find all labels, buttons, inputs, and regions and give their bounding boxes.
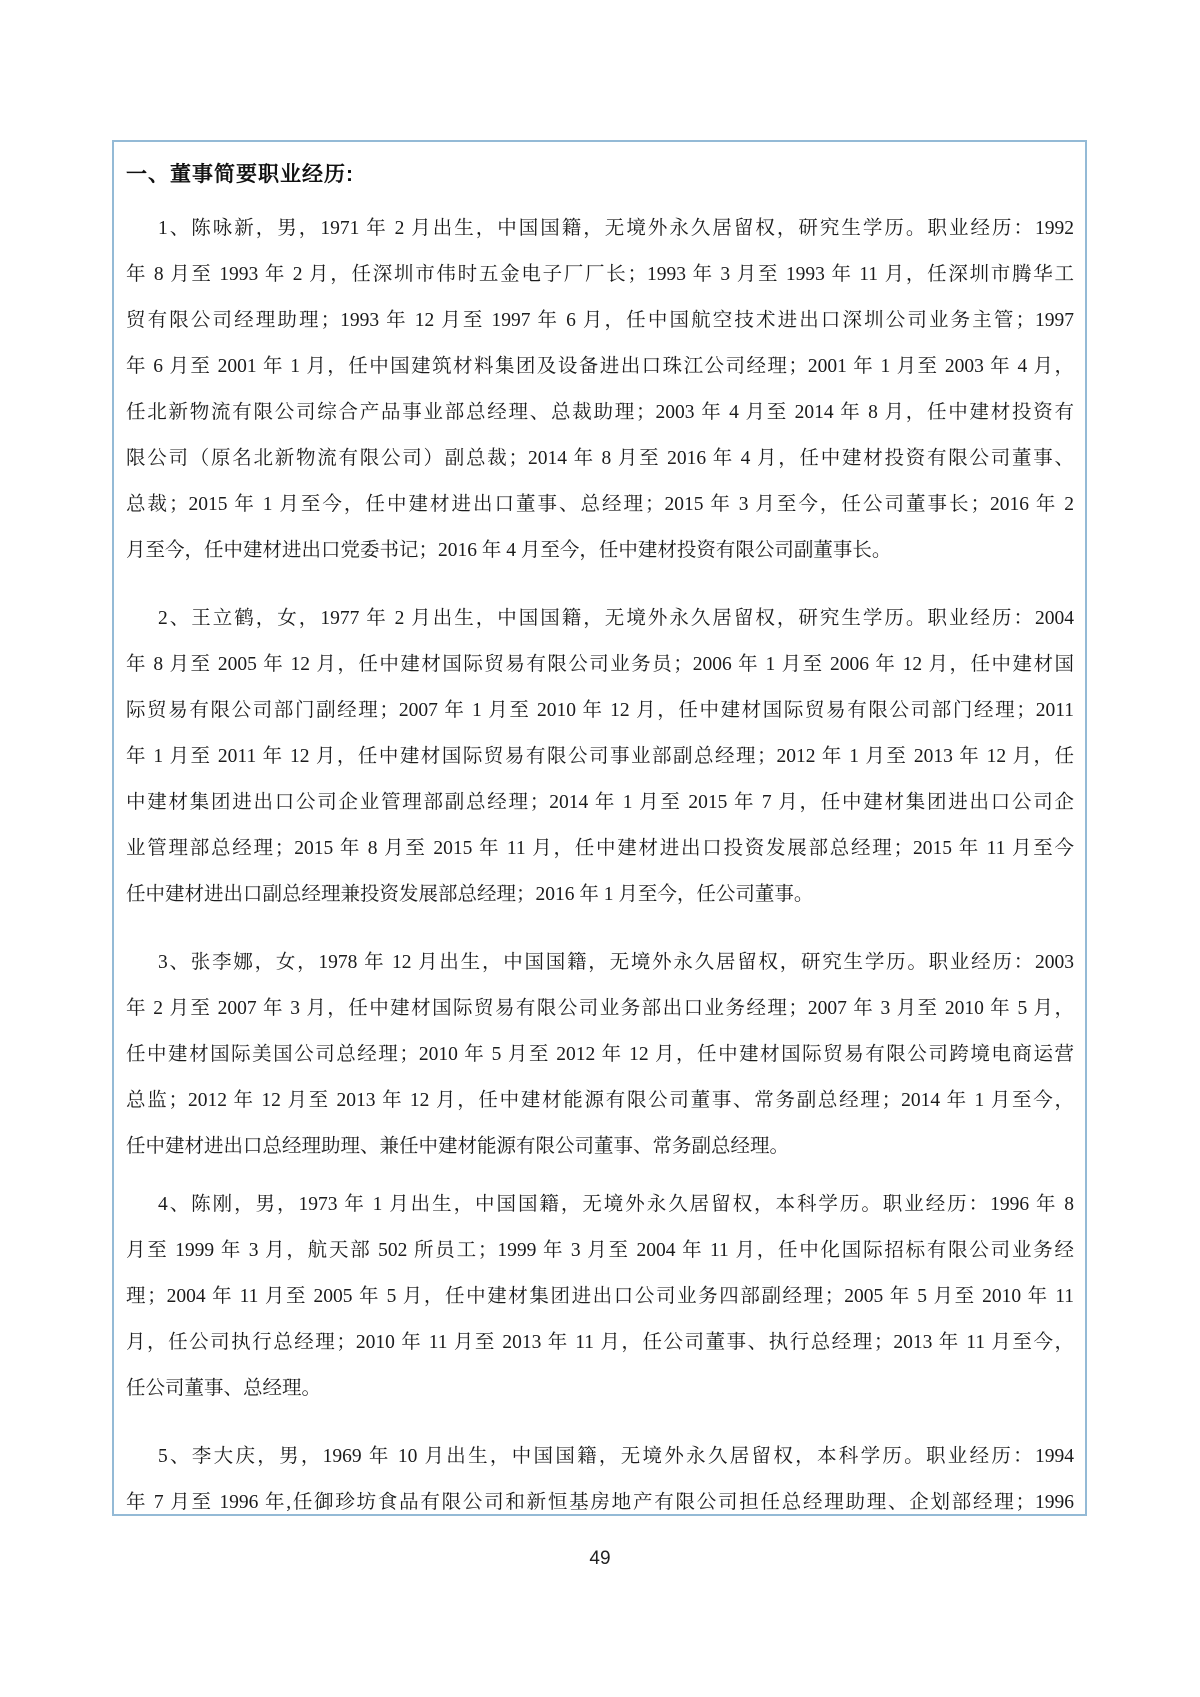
paragraph-director-3: [126, 940, 1074, 1170]
paragraph-line: 月，任公司执行总经理；2010 年 11 月至 2013 年 11 月，任公司董事、执行总经理；2013 年 11 月至今，: [126, 1332, 1074, 1353]
career-section-box: [112, 140, 1087, 1516]
paragraph-line: 任北新物流有限公司综合产品事业部总经理、总裁助理；2003 年 4 月至 2014 年 8 月，任中建材投资有: [126, 402, 1074, 423]
paragraph-line: 任中建材国际美国公司总经理；2010 年 5 月至 2012 年 12 月，任中建材国际贸易有限公司跨境电商运营: [126, 1044, 1074, 1065]
paragraph-line: 限公司（原名北新物流有限公司）副总裁；2014 年 8 月至 2016 年 4 月，任中建材投资有限公司董事、: [126, 448, 1074, 469]
paragraphs-container: [126, 206, 1074, 1526]
paragraph-line: 年 6 月至 2001 年 1 月，任中国建筑材料集团及设备进出口珠江公司经理；2001 年 1 月至 2003 年 4 月，: [126, 356, 1074, 377]
paragraph-line: 2、王立鹤，女，1977 年 2 月出生，中国国籍，无境外永久居留权，研究生学历。职业经历：2004: [158, 608, 1074, 629]
paragraph-director-5: [126, 1434, 1074, 1526]
paragraph-line: 贸有限公司经理助理；1993 年 12 月至 1997 年 6 月，任中国航空技术进出口深圳公司业务主管；1997: [126, 310, 1074, 331]
paragraph-line: 3、张李娜，女，1978 年 12 月出生，中国国籍，无境外永久居留权，研究生学历。职业经历：2003: [158, 952, 1074, 973]
paragraph-line: 年 1 月至 2011 年 12 月，任中建材国际贸易有限公司事业部副总经理；2012 年 1 月至 2013 年 12 月，任: [126, 746, 1074, 767]
paragraph-line: 5、李大庆，男，1969 年 10 月出生，中国国籍，无境外永久居留权，本科学历。职业经历：1994: [158, 1446, 1074, 1467]
paragraph-line: 任中建材进出口副总经理兼投资发展部总经理；2016 年 1 月至今，任公司董事。: [126, 884, 814, 905]
paragraph-director-4: [126, 1182, 1074, 1412]
paragraph-line: 年 7 月至 1996 年,任御珍坊食品有限公司和新恒基房地产有限公司担任总经理助理、企划部经理；1996: [126, 1492, 1074, 1513]
paragraph-line: 年 8 月至 2005 年 12 月，任中建材国际贸易有限公司业务员；2006 年 1 月至 2006 年 12 月，任中建材国: [126, 654, 1074, 675]
page-number: 49: [589, 1548, 611, 1569]
paragraph-line: 月至 1999 年 3 月，航天部 502 所员工；1999 年 3 月至 2004 年 11 月，任中化国际招标有限公司业务经: [126, 1240, 1074, 1261]
paragraph-line: 月至今，任中建材进出口党委书记；2016 年 4 月至今，任中建材投资有限公司副董事长。: [126, 540, 892, 561]
paragraph-line: 业管理部总经理；2015 年 8 月至 2015 年 11 月，任中建材进出口投资发展部总经理；2015 年 11 月至今: [126, 838, 1074, 859]
paragraph-line: 年 2 月至 2007 年 3 月，任中建材国际贸易有限公司业务部出口业务经理；2007 年 3 月至 2010 年 5 月，: [126, 998, 1074, 1019]
paragraph-line: 任公司董事、总经理。: [126, 1378, 322, 1399]
paragraph-line: 4、陈刚，男，1973 年 1 月出生，中国国籍，无境外永久居留权，本科学历。职业经历：1996 年 8: [158, 1194, 1074, 1215]
paragraph-line: 1、陈咏新，男，1971 年 2 月出生，中国国籍，无境外永久居留权，研究生学历。职业经历：1992: [158, 218, 1074, 239]
paragraph-line: 中建材集团进出口公司企业管理部副总经理；2014 年 1 月至 2015 年 7 月，任中建材集团进出口公司企: [126, 792, 1074, 813]
paragraph-director-1: [126, 206, 1074, 574]
paragraph-director-2: [126, 596, 1074, 918]
paragraph-line: 总裁；2015 年 1 月至今，任中建材进出口董事、总经理；2015 年 3 月至今，任公司董事长；2016 年 2: [126, 494, 1074, 515]
paragraph-line: 总监；2012 年 12 月至 2013 年 12 月，任中建材能源有限公司董事、常务副总经理；2014 年 1 月至今，: [126, 1090, 1074, 1111]
paragraph-line: 任中建材进出口总经理助理、兼任中建材能源有限公司董事、常务副总经理。: [126, 1136, 790, 1157]
paragraph-line: 年 8 月至 1993 年 2 月，任深圳市伟时五金电子厂厂长；1993 年 3 月至 1993 年 11 月，任深圳市腾华工: [126, 264, 1074, 285]
section-heading: 一、董事简要职业经历:: [126, 163, 354, 186]
paragraph-line: 际贸易有限公司部门副经理；2007 年 1 月至 2010 年 12 月，任中建材国际贸易有限公司部门经理；2011: [126, 700, 1074, 721]
paragraph-line: 理；2004 年 11 月至 2005 年 5 月，任中建材集团进出口公司业务四部副经理；2005 年 5 月至 2010 年 11: [126, 1286, 1074, 1307]
